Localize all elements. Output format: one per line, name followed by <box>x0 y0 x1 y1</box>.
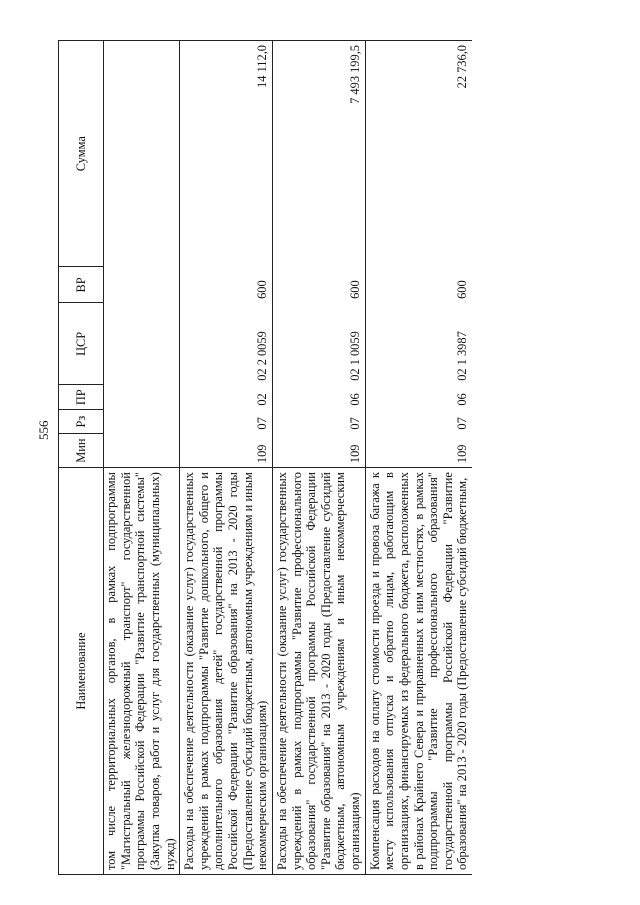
row-csr <box>104 303 180 385</box>
table-row <box>365 41 472 875</box>
row-pr: 06 <box>455 393 470 406</box>
table-row <box>180 41 273 875</box>
row-vr: 600 <box>455 280 470 299</box>
row-name: Компенсация расходов на оплату стоимости проезда и провоза багажа к месту использования отпуска и обратно лицам, работающим в организациях, финансируемых из федерального бюджета, расположенных в районах Крайнего Севера и приравненных к ним местностях, в рамках подпрограммы "Развитие профессионального образования" государственной программы Российской Федерации "Развитие образования" на 2013 - 2020 годы (Предоставление субсидий бюджетным, <box>365 468 472 875</box>
row-csr: 02 1 3987 <box>455 331 470 381</box>
row-pr: 02 <box>180 385 273 410</box>
table-row <box>272 41 365 875</box>
row-min: 109 <box>455 444 470 464</box>
row-rz: 07 <box>180 410 273 434</box>
row-rz: 07 <box>455 417 470 430</box>
header-rz: Рз <box>59 410 104 434</box>
row-rz <box>104 410 180 434</box>
table-header-row <box>59 41 104 875</box>
row-sum: 14 112,0 <box>180 41 273 267</box>
row-min: 109 <box>272 434 365 468</box>
row-vr: 600 <box>180 267 273 303</box>
row-pr <box>104 385 180 410</box>
row-min: 109 <box>180 434 273 468</box>
row-csr: 02 1 0059 <box>272 303 365 385</box>
row-name: том числе территориальных органов, в рамках подпрограммы "Магистральный железнодорожный транспорт" государственной программы Российской Федерации "Развитие транспортной системы" (Закупка товаров, работ и услуг для государственных (муниципальных) нужд) <box>104 468 180 875</box>
row-vr: 600 <box>272 267 365 303</box>
row-csr: 02 2 0059 <box>180 303 273 385</box>
header-name: Наименование <box>59 468 104 875</box>
row-min <box>104 434 180 468</box>
row-vr <box>104 267 180 303</box>
budget-table <box>58 40 472 875</box>
row-name: Расходы на обеспечение деятельности (оказание услуг) государственных учреждений в рамках подпрограммы "Развитие профессионального образования" государственной программы Российской Федерации "Развитие образования" на 2013 - 2020 годы (Предоставление субсидий бюджетным, автономным учреждениям и иным некоммерческим организациям) <box>272 468 365 875</box>
row-rz: 07 <box>272 410 365 434</box>
header-sum: Сумма <box>59 41 104 267</box>
header-min: Мин <box>59 434 104 468</box>
row-sum: 7 493 199,5 <box>272 41 365 267</box>
table-row <box>104 41 180 875</box>
row-pr: 06 <box>272 385 365 410</box>
header-vr: ВР <box>59 267 104 303</box>
header-csr: ЦСР <box>59 303 104 385</box>
header-pr: ПР <box>59 385 104 410</box>
row-name: Расходы на обеспечение деятельности (оказание услуг) государственных учреждений в рамках подпрограммы "Развитие дошкольного, общего и дополнительного образования детей" государственной программы Российской Федерации "Развитие образования" на 2013 - 2020 годы (Предоставление субсидий бюджетным, автономным учреждениям и иным некоммерческим организациям) <box>180 468 273 875</box>
row-sum: 22 736,0 <box>365 41 472 267</box>
rotated-page-content <box>58 40 603 875</box>
page-number: 556 <box>36 420 51 440</box>
row-sum <box>104 41 180 267</box>
